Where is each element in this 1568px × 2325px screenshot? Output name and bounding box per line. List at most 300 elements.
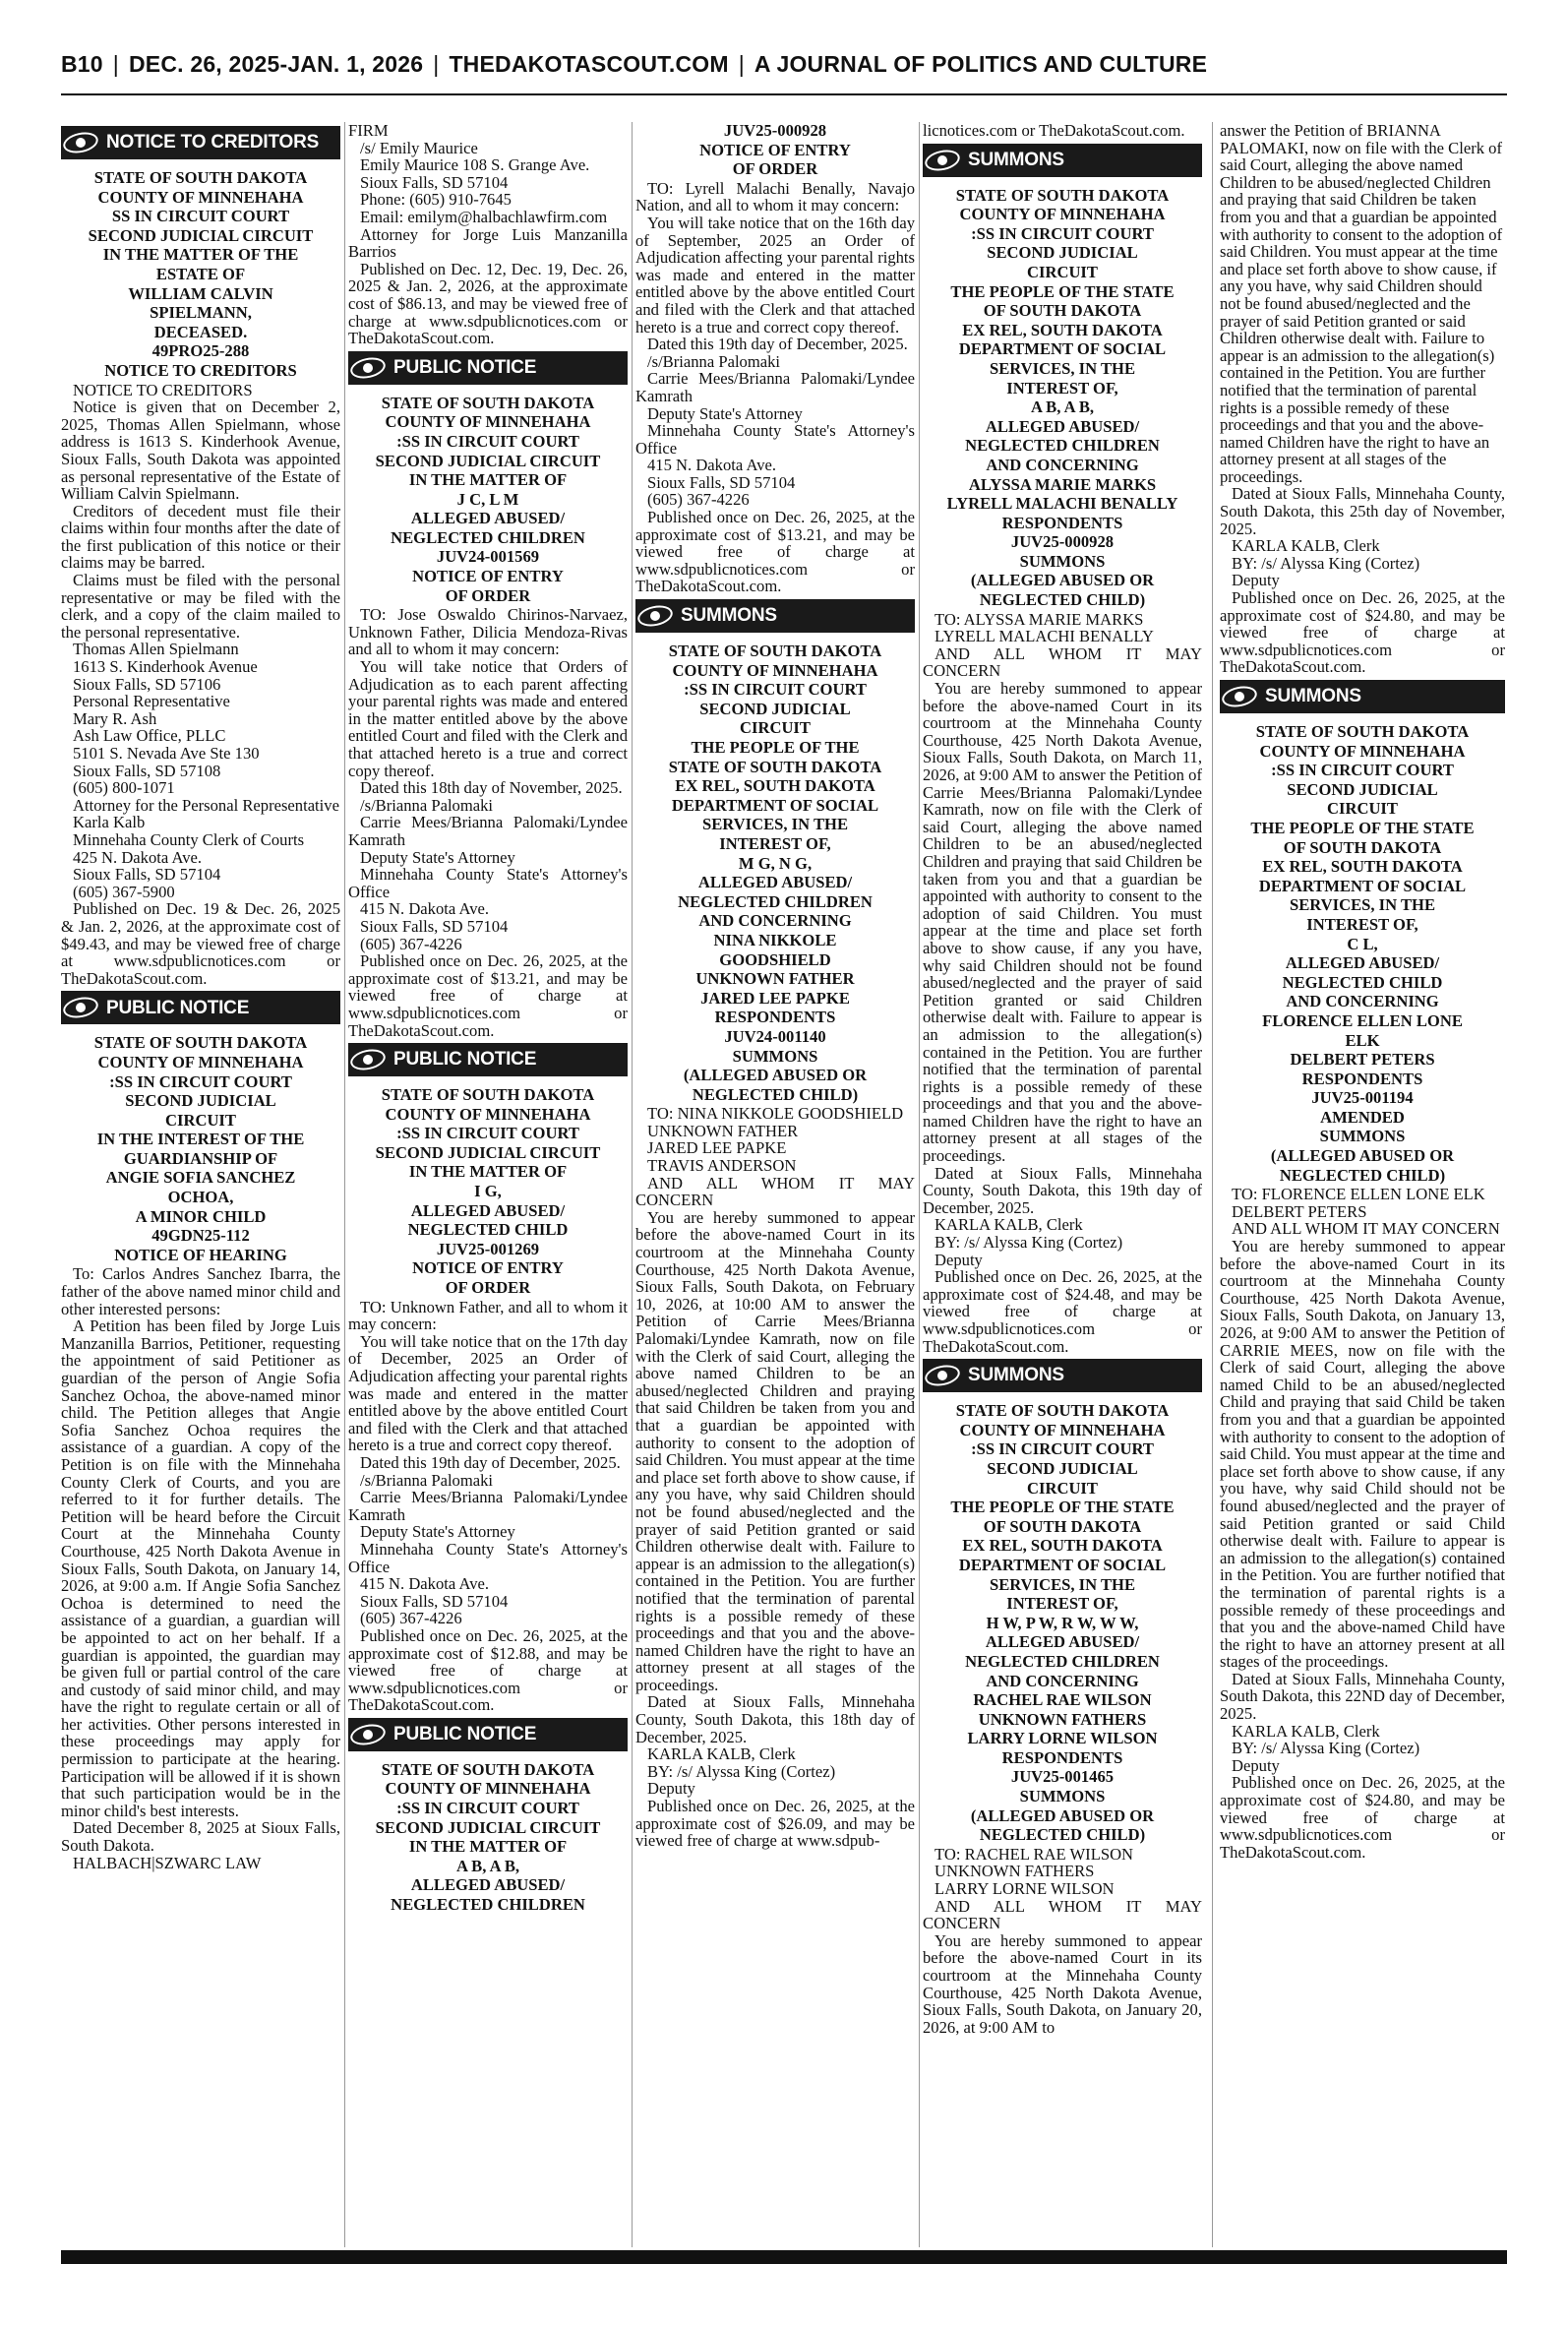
notice-paragraph: Published once on Dec. 26, 2025, at the approximate cost of $24.48, and may be viewed free of charge at www.sdpublicnotices.com or TheDakotaScout.com. [923, 1267, 1202, 1356]
notice-paragraph: Attorney for the Personal Representative [73, 795, 339, 815]
notice-line: NOTICE TO CREDITORS [73, 380, 253, 399]
column-divider [1212, 122, 1213, 2247]
notice-paragraph: Minnehaha County Clerk of Courts [73, 829, 305, 849]
notice-line: BY: /s/ Alyssa King (Cortez) [1232, 1739, 1420, 1758]
caption-line: INTEREST OF, [1006, 1594, 1118, 1614]
column-divider [632, 122, 633, 2247]
notice-line: Deputy State's Attorney [360, 847, 515, 867]
caption-line: NINA NIKKOLE [713, 930, 837, 949]
notice-line: Deputy [1232, 571, 1280, 590]
notice-paragraph: Dated at Sioux Falls, Minnehaha County, South Dakota, this 19th day of December, 2025. [923, 1163, 1202, 1217]
caption-line: C L, [1347, 934, 1378, 953]
caption-line: STATE OF SOUTH DAKOTA [955, 185, 1170, 205]
banner-label: SUMMONS [1265, 686, 1361, 707]
caption-line: STATE OF SOUTH DAKOTA [1255, 722, 1470, 741]
notice-line: /s/Brianna Palomaki [647, 351, 781, 371]
caption-line: JUV25-001465 [1010, 1767, 1115, 1787]
notice-line: Phone: (605) 910-7645 [360, 190, 512, 210]
notice-paragraph: You will take notice that on the 16th day of September, 2025 an Order of Adjudication affecting your parental rights was made and entered in the matter entitled above by the above entitled Court and filed with the Clerk and that attached hereto is a true and correct copy thereof. [635, 213, 915, 337]
header-separator: | [112, 51, 119, 77]
caption-line: STATE OF SOUTH DAKOTA [381, 393, 595, 412]
caption-line: RESPONDENTS [1001, 513, 1123, 532]
notice-paragraph: TO: FLORENCE ELLEN LONE ELK [1232, 1185, 1485, 1204]
caption-line: JUV25-000928 [1010, 532, 1115, 552]
column-2 [348, 122, 628, 2247]
notice-paragraph: Minnehaha County State's Attorney's Office [635, 421, 915, 458]
caption-line: J C, L M [456, 489, 519, 509]
notice-paragraph: AND ALL WHOM IT MAY CONCERN [923, 1896, 1202, 1933]
caption-line: SERVICES, IN THE [989, 358, 1136, 378]
scout-logo-icon [63, 995, 100, 1020]
column-4 [923, 122, 1202, 2247]
caption-line: OF SOUTH DAKOTA [983, 1516, 1142, 1536]
notice-paragraph: Dated December 8, 2025 at Sioux Falls, South Dakota. [61, 1818, 340, 1856]
caption-line: SPIELMANN, [150, 303, 252, 323]
caption-line: STATE OF SOUTH DAKOTA [381, 1759, 595, 1779]
caption-line: OF SOUTH DAKOTA [983, 301, 1142, 321]
caption-line: FLORENCE ELLEN LONE [1262, 1010, 1463, 1030]
notice-line: 415 N. Dakota Ave. [360, 1574, 490, 1594]
caption-line: STATE OF SOUTH DAKOTA [93, 1033, 308, 1053]
caption-line: IN THE MATTER OF [408, 470, 568, 490]
notice-paragraph: Published once on Dec. 26, 2025, at the approximate cost of $12.88, and may be viewed free of charge at www.sdpublicnotices.com or TheDakotaScout.com. [348, 1625, 628, 1715]
caption-line: COUNTY OF MINNEHAHA [672, 660, 878, 680]
notice-body [348, 606, 628, 1039]
caption-line: H W, P W, R W, W W, [986, 1613, 1139, 1632]
caption-line: NOTICE OF ENTRY [699, 140, 851, 159]
caption-line: NOTICE OF HEARING [114, 1245, 287, 1264]
caption-line: SECOND JUDICIAL [987, 243, 1138, 263]
notice-paragraph: Claims must be filed with the personal representative or may be filed with the clerk, and a copy of the claim mailed to the personal representative. [61, 571, 340, 642]
notice-line: Personal Representative [73, 692, 230, 711]
caption-line: DEPARTMENT OF SOCIAL [958, 1555, 1167, 1574]
notice-paragraph: TO: Unknown Father, and all to whom it may concern: [348, 1297, 628, 1334]
scout-logo-icon [350, 1047, 388, 1072]
notice-line: UNKNOWN FATHERS [935, 1862, 1095, 1881]
notice-paragraph: To: Carlos Andres Sanchez Ibarra, the father of the above named minor child and other interested persons: [61, 1264, 340, 1318]
caption-line: JUV24-001569 [436, 547, 540, 567]
notice-line: /s/ Emily Maurice [360, 138, 478, 157]
notice-line: /s/Brianna Palomaki [360, 1470, 494, 1490]
caption-line: IN THE INTEREST OF THE [96, 1130, 305, 1149]
notice-line: Sioux Falls, SD 57104 [360, 172, 509, 192]
caption-line: STATE OF SOUTH DAKOTA [668, 757, 882, 776]
header-rule [61, 93, 1507, 95]
caption-line: INTEREST OF, [1306, 914, 1418, 934]
caption-line: CIRCUIT [165, 1110, 236, 1130]
notice-paragraph: You are hereby summoned to appear before the above-named Court in its courtroom at the Minnehaha County Courthouse, 425 North Dakota Avenue, Sioux Falls, South Dakota, on March 11, 2026, at 9:00 AM to answer the Petition of Carrie Mees/Brianna Palomaki/Lyndee Kamrath, now on file with the Clerk of said Court, alleging the above named Children to be an abused/neglected Children and praying that said Children be taken from you and that a guardian be appointed with authority to consent to the adoption of said Children. You must appear at the time and place set forth above to show cause, if any you have, why said Children should not be found abused/neglected and the prayer of said Petition granted or said Children otherwise dealt with. Failure to appear is an admission to the allegation(s) contained in the Petition. You are further notified that the termination of parental rights is a possible remedy of these proceedings and that you and the above-named Children have the right to have an attorney present at all stages of the proceedings. [923, 679, 1202, 1166]
caption-line: SERVICES, IN THE [1289, 895, 1436, 915]
caption-line: AND CONCERNING [986, 455, 1139, 474]
caption-line: ESTATE OF [155, 264, 246, 283]
notice-caption [923, 187, 1202, 609]
notice-paragraph: Carrie Mees/Brianna Palomaki/Lyndee Kamrath [348, 813, 628, 849]
notice-banner [61, 126, 340, 159]
notice-paragraph: AND ALL WHOM IT MAY CONCERN [1232, 1219, 1500, 1239]
caption-line: COUNTY OF MINNEHAHA [1259, 741, 1466, 761]
caption-line: NEGLECTED CHILD) [979, 1825, 1146, 1845]
caption-line: LYRELL MALACHI BENALLY [946, 494, 1178, 514]
caption-line: NOTICE OF ENTRY [412, 567, 564, 586]
notice-banner [635, 599, 915, 633]
caption-line: (ALLEGED ABUSED OR [970, 1805, 1155, 1825]
notice-line: BY: /s/ Alyssa King (Cortez) [647, 1761, 836, 1781]
footer-rule [61, 2250, 1507, 2264]
banner-label: SUMMONS [681, 605, 777, 627]
caption-line: SUMMONS [1019, 551, 1106, 571]
notice-line: (605) 367-4226 [647, 490, 750, 510]
caption-line: COUNTY OF MINNEHAHA [385, 1104, 591, 1124]
banner-label: PUBLIC NOTICE [106, 997, 250, 1018]
caption-line: THE PEOPLE OF THE STATE [950, 1498, 1175, 1517]
caption-line: DELBERT PETERS [1290, 1050, 1435, 1070]
notice-line: (605) 367-5900 [73, 882, 175, 901]
caption-line: RESPONDENTS [1001, 1747, 1123, 1767]
notice-caption [61, 1034, 340, 1263]
notice-line: TO: RACHEL RAE WILSON [935, 1844, 1134, 1864]
banner-label: SUMMONS [968, 1365, 1064, 1386]
notice-paragraph: TO: NINA NIKKOLE GOODSHIELD [647, 1104, 904, 1124]
caption-line: THE PEOPLE OF THE [691, 738, 860, 757]
caption-line: SECOND JUDICIAL [987, 1458, 1138, 1478]
notice-line: DELBERT PETERS [1232, 1201, 1367, 1221]
caption-line: GOODSHIELD [719, 949, 831, 969]
caption-line: RACHEL RAE WILSON [973, 1690, 1152, 1710]
caption-line: :SS IN CIRCUIT COURT [396, 1124, 579, 1143]
caption-line: A B, A B, [455, 1856, 520, 1875]
notice-body [348, 1299, 628, 1714]
notice-paragraph: Published once on Dec. 26, 2025, at the approximate cost of $13.21, and may be viewed free of charge at www.sdpublicnotices.com or TheDakotaScout.com. [635, 508, 915, 596]
caption-line: DEPARTMENT OF SOCIAL [958, 339, 1167, 359]
notice-line: TO: ALYSSA MARIE MARKS [935, 609, 1144, 629]
notice-line: HALBACH|SZWARC LAW [73, 1853, 262, 1872]
notice-line: licnotices.com or TheDakotaScout.com. [923, 122, 1185, 140]
caption-line: COUNTY OF MINNEHAHA [385, 412, 591, 432]
notice-line: Sioux Falls, SD 57106 [73, 674, 221, 694]
caption-line: SUMMONS [1319, 1127, 1406, 1146]
caption-line: M G, N G, [738, 853, 813, 873]
caption-line: NEGLECTED CHILD) [692, 1084, 859, 1104]
notice-line: 425 N. Dakota Ave. [73, 847, 203, 867]
notice-line: Deputy [935, 1250, 983, 1269]
notice-line: /s/Brianna Palomaki [360, 795, 494, 815]
caption-line: OF ORDER [732, 159, 818, 179]
scout-logo-icon [637, 603, 675, 629]
notice-line: LARRY LORNE WILSON [935, 1879, 1115, 1899]
notice-banner [61, 991, 340, 1024]
caption-line: SECOND JUDICIAL [699, 699, 851, 718]
caption-line: :SS IN CIRCUIT COURT [396, 431, 579, 451]
notice-banner [1220, 680, 1505, 713]
notice-line: Sioux Falls, SD 57104 [360, 1591, 509, 1611]
caption-line: SUMMONS [732, 1046, 818, 1066]
notice-line: Deputy State's Attorney [360, 1522, 515, 1542]
caption-line: NEGLECTED CHILD) [979, 590, 1146, 610]
notice-paragraph: Carrie Mees/Brianna Palomaki/Lyndee Kamrath [348, 1488, 628, 1524]
caption-line: :SS IN CIRCUIT COURT [971, 1439, 1154, 1459]
scout-logo-icon [63, 130, 100, 155]
header-separator: | [738, 51, 745, 77]
caption-line: SS IN CIRCUIT COURT [111, 207, 290, 226]
caption-line: EX REL, SOUTH DAKOTA [1262, 857, 1463, 877]
notice-paragraph: You are hereby summoned to appear before the above-named Court in its courtroom at the Minnehaha County Courthouse, 425 North Dakota Avenue, Sioux Falls, South Dakota, on January 13, 2026, at 9:00 AM to answer the Petition of CARRIE MEES, now on file with the Clerk of said Court, alleging the above named Child to be an abused/neglected Child and praying that said Child be taken from you and that a guardian be appointed with authority to consent to the adoption of said Child. You must appear at the time and place set forth above to show cause, if any you have, why said Child should not be found abused/neglected and the prayer of said Petition granted or said Child otherwise dealt with. Failure to appear is an admission to the allegation(s) contained in the Petition. You are further notified that the termination of parental rights is a possible remedy of these proceedings and that you and the above-named Child have the right to have an attorney present at all stages of the proceedings. [1220, 1237, 1505, 1672]
caption-line: ALLEGED ABUSED/ [410, 1875, 566, 1895]
notice-paragraph: Dated at Sioux Falls, Minnehaha County, South Dakota, this 18th day of December, 2025. [635, 1692, 915, 1746]
caption-line: JUV25-001194 [1311, 1088, 1414, 1108]
notice-paragraph: You are hereby summoned to appear before the above-named Court in its courtroom at the Minnehaha County Courthouse, 425 North Dakota Avenue, Sioux Falls, South Dakota, on February 10, 2026, at 10:00 AM to answer the Petition of Carrie Mees/Brianna Palomaki/Lyndee Kamrath, now on file with the Clerk of said Court, alleging the above named Children to be an abused/neglected Children and praying that said Children be taken from you and that a guardian be appointed with authority to consent to the adoption of said Children. You must appear at the time and place set forth above to show cause, if any you have, why said Children should not be found abused/neglected and the prayer of said Petition granted or said Children otherwise dealt with. Failure to appear is an admission to the allegation(s) contained in the Petition. You are further notified that the termination of parental rights is a possible remedy of these proceedings and that you and the above-named Children have the right to have an attorney present at all stages of the proceedings. [635, 1207, 915, 1694]
notice-line: KARLA KALB, Clerk [647, 1744, 796, 1764]
banner-label: NOTICE TO CREDITORS [106, 132, 320, 153]
notice-line: BY: /s/ Alyssa King (Cortez) [1232, 553, 1420, 573]
site-name: THEDAKOTASCOUT.COM [449, 51, 729, 77]
notice-banner [348, 1043, 628, 1076]
notice-body [635, 1105, 915, 1850]
caption-line: NEGLECTED CHILD) [1279, 1165, 1446, 1185]
notice-line: Deputy State's Attorney [647, 403, 803, 423]
caption-line: NEGLECTED CHILDREN [965, 436, 1160, 456]
notice-banner [923, 144, 1202, 177]
notice-line: 1613 S. Kinderhook Avenue [73, 657, 258, 677]
notice-body [348, 122, 628, 347]
notice-body [61, 1265, 340, 1871]
caption-line: ALYSSA MARIE MARKS [968, 474, 1157, 494]
notice-line: Mary R. Ash [73, 708, 157, 728]
caption-line: :SS IN CIRCUIT COURT [396, 1799, 579, 1818]
notice-line: (605) 367-4226 [360, 934, 462, 953]
caption-line: NEGLECTED CHILDREN [391, 1895, 585, 1915]
caption-line: ANGIE SOFIA SANCHEZ [105, 1168, 296, 1188]
notice-line: KARLA KALB, Clerk [935, 1215, 1083, 1235]
notice-caption [348, 395, 628, 605]
caption-line: CIRCUIT [1027, 1478, 1098, 1498]
caption-line: AND CONCERNING [698, 911, 852, 931]
notice-line: (605) 800-1071 [73, 778, 175, 798]
notice-paragraph: Minnehaha County State's Attorney's Office [348, 865, 628, 901]
caption-line: :SS IN CIRCUIT COURT [684, 680, 867, 700]
caption-line: I G, [474, 1182, 502, 1201]
caption-line: SERVICES, IN THE [701, 815, 849, 834]
caption-line: A B, A B, [1030, 398, 1095, 417]
caption-line: :SS IN CIRCUIT COURT [1271, 761, 1454, 780]
caption-line: :SS IN CIRCUIT COURT [971, 223, 1154, 243]
notice-body [923, 122, 1202, 140]
notice-paragraph: Minnehaha County State's Attorney's Office [348, 1539, 628, 1576]
column-divider [919, 122, 920, 2247]
caption-line: SERVICES, IN THE [989, 1574, 1136, 1594]
notice-caption [61, 169, 340, 380]
banner-label: SUMMONS [968, 149, 1064, 170]
notice-caption [348, 1086, 628, 1297]
caption-line: STATE OF SOUTH DAKOTA [955, 1401, 1170, 1421]
caption-line: AMENDED [1320, 1107, 1405, 1127]
notice-line: BY: /s/ Alyssa King (Cortez) [935, 1233, 1123, 1253]
caption-line: ALLEGED ABUSED/ [410, 1200, 566, 1220]
caption-line: OF SOUTH DAKOTA [1283, 837, 1442, 857]
notice-line: Ash Law Office, PLLC [73, 726, 226, 746]
caption-line: UNKNOWN FATHER [695, 969, 855, 989]
caption-line: COUNTY OF MINNEHAHA [97, 187, 304, 207]
caption-line: ALLEGED ABUSED/ [410, 509, 566, 528]
notice-body [61, 382, 340, 988]
caption-line: JUV25-000928 [723, 122, 827, 140]
caption-line: IN THE MATTER OF THE [102, 245, 299, 265]
caption-line: JARED LEE PAPKE [700, 988, 850, 1008]
scout-logo-icon [350, 1722, 388, 1747]
notice-paragraph: Attorney for Jorge Luis Manzanilla Barrios [348, 224, 628, 262]
caption-line: ALLEGED ABUSED/ [697, 873, 853, 892]
notice-line: JARED LEE PAPKE [647, 1138, 787, 1158]
caption-line: DEPARTMENT OF SOCIAL [1258, 876, 1467, 895]
caption-line: CIRCUIT [1027, 262, 1098, 281]
caption-line: CIRCUIT [1327, 799, 1398, 819]
column-3 [635, 122, 915, 2247]
caption-line: NEGLECTED CHILDREN [678, 891, 873, 911]
caption-line: STATE OF SOUTH DAKOTA [93, 168, 308, 187]
notice-line: FIRM [348, 122, 389, 140]
caption-line: NEGLECTED CHILDREN [965, 1651, 1160, 1671]
caption-line: OF ORDER [445, 585, 531, 605]
notice-body [1220, 1186, 1505, 1861]
caption-line: OF ORDER [445, 1278, 531, 1298]
caption-line: NEGLECTED CHILD [407, 1220, 569, 1240]
notice-line: 5101 S. Nevada Ave Ste 130 [73, 744, 260, 763]
notice-paragraph: Carrie Mees/Brianna Palomaki/Lyndee Kamrath [635, 369, 915, 405]
header-separator: | [433, 51, 440, 77]
caption-line: UNKNOWN FATHERS [978, 1709, 1147, 1729]
caption-line: NOTICE TO CREDITORS [104, 360, 297, 380]
notice-line: answer the Petition of BRIANNA PALOMAKI, now on file with the Clerk of said Court, alleging the above named Children to be abused/neglected Children and praying that said Children be taken from you and that a guardian be appointed with authority to consent to the adoption of said Children. You must appear at the time and place set forth above to show cause, if any you have, why said Children should not be found abused/neglected and the prayer of said Petition granted or said Children otherwise dealt with. Failure to appear is an admission to the allegation(s) contained in the Petition. You are further notified that the termination of parental rights is a possible remedy of these proceedings and that you and the above-named Children have the right to have an attorney present at all stages of the proceedings. [1220, 122, 1503, 486]
notice-banner [923, 1359, 1202, 1392]
notice-paragraph: Published on Dec. 12, Dec. 19, Dec. 26, 2025 & Jan. 2, 2026, at the approximate cost of $86.13, and may be viewed free of charge at www.sdpublicnotices.com or TheDakotaScout.com. [348, 259, 628, 348]
notice-paragraph: A Petition has been filed by Jorge Luis Manzanilla Barrios, Petitioner, requesting the appointment of said Petitioner as guardian of the person of Angie Sofia Sanchez Ochoa, the above-named minor child. The Petition alleges that Angie Sofia Sanchez Ochoa requires the assistance of a guardian. A copy of the Petition is on file with the Minnehaha County Clerk of Courts, and you are referred to it for further details. The Petition will be heard before the Circuit Court at the Minnehaha County Courthouse, 425 North Dakota Avenue in Sioux Falls, South Dakota, on January 14, 2026, at 9:00 a.m. If Angie Sofia Sanchez Ochoa is determined to need the assistance of a guardian, a guardian will be appointed to act on her behalf. If a guardian is appointed, the guardian may be given full or partial control of the care and custody of said minor child, and may have the right to regulate certain or all of her activities. Other persons interested in these proceedings may apply for permission to participate at the hearing. Participation will be allowed if it is shown that such participation would be in the minor child's best interests. [61, 1316, 340, 1820]
caption-line: RESPONDENTS [1301, 1069, 1423, 1088]
caption-line: STATE OF SOUTH DAKOTA [381, 1085, 595, 1105]
caption-line: SUMMONS [1019, 1787, 1106, 1806]
notice-line: Deputy [1232, 1755, 1280, 1775]
column-divider [344, 122, 345, 2247]
caption-line: 49GDN25-112 [151, 1226, 250, 1246]
notice-line: Deputy [647, 1779, 695, 1799]
notice-line: Thomas Allen Spielmann [73, 640, 239, 659]
caption-line: JUV25-001269 [436, 1239, 540, 1258]
notice-paragraph: Dated at Sioux Falls, Minnehaha County, South Dakota, this 22ND day of December, 2025. [1220, 1669, 1505, 1724]
notice-line: 415 N. Dakota Ave. [647, 456, 777, 475]
caption-line: (ALLEGED ABUSED OR [970, 571, 1155, 590]
caption-line: THE PEOPLE OF THE STATE [950, 281, 1175, 301]
scout-logo-icon [1222, 684, 1259, 709]
caption-line: DECEASED. [153, 322, 248, 341]
caption-line: AND CONCERNING [986, 1671, 1139, 1690]
column-5 [1220, 122, 1505, 2247]
notice-body [923, 611, 1202, 1356]
notice-paragraph: Published once on Dec. 26, 2025, at the approximate cost of $24.80, and may be viewed free of charge at www.sdpublicnotices.com or TheDakotaScout.com. [1220, 1773, 1505, 1862]
banner-label: PUBLIC NOTICE [393, 1049, 537, 1071]
caption-line: NOTICE OF ENTRY [412, 1258, 564, 1278]
notice-paragraph: TO: Lyrell Malachi Benally, Navajo Nation, and all to whom it may concern: [635, 178, 915, 215]
caption-line: IN THE MATTER OF [408, 1837, 568, 1857]
caption-line: SECOND JUDICIAL [1287, 779, 1438, 799]
caption-line: CIRCUIT [740, 718, 811, 738]
notice-paragraph: AND ALL WHOM IT MAY CONCERN [923, 643, 1202, 681]
caption-line: GUARDIANSHIP OF [123, 1148, 278, 1168]
caption-line: THE PEOPLE OF THE STATE [1250, 818, 1475, 837]
notice-paragraph: Dated this 19th day of December, 2025. [360, 1452, 621, 1472]
notice-line: UNKNOWN FATHER [647, 1121, 799, 1140]
notice-paragraph: Dated this 18th day of November, 2025. [360, 778, 623, 798]
caption-line: NEGLECTED CHILDREN [391, 527, 585, 547]
caption-line: JUV24-001140 [724, 1026, 826, 1046]
caption-line: WILLIAM CALVIN [128, 283, 273, 303]
caption-line: COUNTY OF MINNEHAHA [959, 1420, 1166, 1439]
caption-line: COUNTY OF MINNEHAHA [385, 1779, 591, 1799]
notice-paragraph: Emily Maurice 108 S. Grange Ave. [360, 155, 590, 175]
notice-paragraph: Dated this 19th day of December, 2025. [647, 335, 908, 354]
caption-line: IN THE MATTER OF [408, 1162, 568, 1182]
banner-label: PUBLIC NOTICE [393, 356, 537, 378]
caption-line: ALLEGED ABUSED/ [985, 416, 1140, 436]
caption-line: :SS IN CIRCUIT COURT [109, 1071, 292, 1091]
caption-line: RESPONDENTS [714, 1008, 836, 1027]
caption-line: SECOND JUDICIAL CIRCUIT [375, 451, 601, 470]
notice-caption [348, 1761, 628, 1914]
scout-logo-icon [350, 355, 388, 381]
caption-line: COUNTY OF MINNEHAHA [959, 205, 1166, 224]
notice-line: Sioux Falls, SD 57104 [73, 865, 221, 885]
notice-caption [635, 642, 915, 1103]
notice-paragraph: Published once on Dec. 26, 2025, at the approximate cost of $24.80, and may be viewed free of charge at www.sdpublicnotices.com or TheDakotaScout.com. [1220, 588, 1505, 677]
caption-line: ELK [1345, 1030, 1380, 1050]
page-number: B10 [61, 51, 103, 77]
caption-line: SECOND JUDICIAL [125, 1091, 276, 1111]
notice-paragraph: You will take notice that Orders of Adjudication as to each parent affecting your parental rights was made and entered in the matter entitled above by the above entitled Court and filed with the Clerk and that attached hereto is a true and correct copy thereof. [348, 657, 628, 780]
notice-line: Sioux Falls, SD 57104 [360, 916, 509, 936]
notice-line: KARLA KALB, Clerk [1232, 1721, 1380, 1741]
caption-line: STATE OF SOUTH DAKOTA [668, 642, 882, 661]
notice-paragraph: Email: emilym@halbachlawfirm.com [360, 207, 608, 226]
notice-banner [348, 351, 628, 385]
caption-line: OCHOA, [167, 1188, 234, 1207]
caption-line: INTEREST OF, [1006, 378, 1118, 398]
notice-paragraph: Published once on Dec. 26, 2025, at the approximate cost of $26.09, and may be viewed free of charge at www.sdpub- [635, 1797, 915, 1851]
notice-paragraph: You will take notice that on the 17th day of December, 2025 an Order of Adjudication affecting your parental rights was made and entered in the matter entitled above by the above entitled Court and filed with the Clerk and that attached hereto is a true and correct copy thereof. [348, 1331, 628, 1455]
notice-paragraph: AND ALL WHOM IT MAY CONCERN [635, 1173, 915, 1210]
caption-line: EX REL, SOUTH DAKOTA [962, 320, 1163, 339]
notice-caption [635, 122, 915, 178]
caption-line: A MINOR CHILD [135, 1206, 267, 1226]
notice-body [923, 1846, 1202, 2037]
caption-line: DEPARTMENT OF SOCIAL [671, 795, 879, 815]
column-1 [61, 122, 340, 2247]
notice-line: Sioux Falls, SD 57104 [647, 472, 796, 492]
caption-line: AND CONCERNING [1286, 992, 1439, 1011]
caption-line: EX REL, SOUTH DAKOTA [675, 776, 875, 796]
notice-paragraph: Dated at Sioux Falls, Minnehaha County, South Dakota, this 25th day of November, 2025. [1220, 484, 1505, 538]
notice-paragraph: Notice is given that on December 2, 2025, Thomas Allen Spielmann, whose address is 1613 S. Kinderhook Avenue, Sioux Falls, South Dakota was appointed as personal representative of the Estate of William Calvin Spielmann. [61, 398, 340, 504]
notice-line: Karla Kalb [73, 813, 146, 832]
notice-paragraph: Published once on Dec. 26, 2025, at the approximate cost of $13.21, and may be viewed free of charge at www.sdpublicnotices.com or TheDakotaScout.com. [348, 951, 628, 1040]
caption-line: 49PRO25-288 [151, 341, 250, 361]
caption-line: INTEREST OF, [719, 833, 831, 853]
caption-line: (ALLEGED ABUSED OR [683, 1066, 868, 1085]
notice-line: (605) 367-4226 [360, 1609, 462, 1628]
caption-line: COUNTY OF MINNEHAHA [97, 1052, 304, 1071]
caption-line: ALLEGED ABUSED/ [985, 1632, 1140, 1652]
caption-line: ALLEGED ABUSED/ [1285, 953, 1440, 973]
tagline: A JOURNAL OF POLITICS AND CULTURE [754, 51, 1208, 77]
caption-line: EX REL, SOUTH DAKOTA [962, 1536, 1163, 1556]
notice-body [635, 180, 915, 595]
caption-line: NEGLECTED CHILD [1282, 972, 1443, 992]
